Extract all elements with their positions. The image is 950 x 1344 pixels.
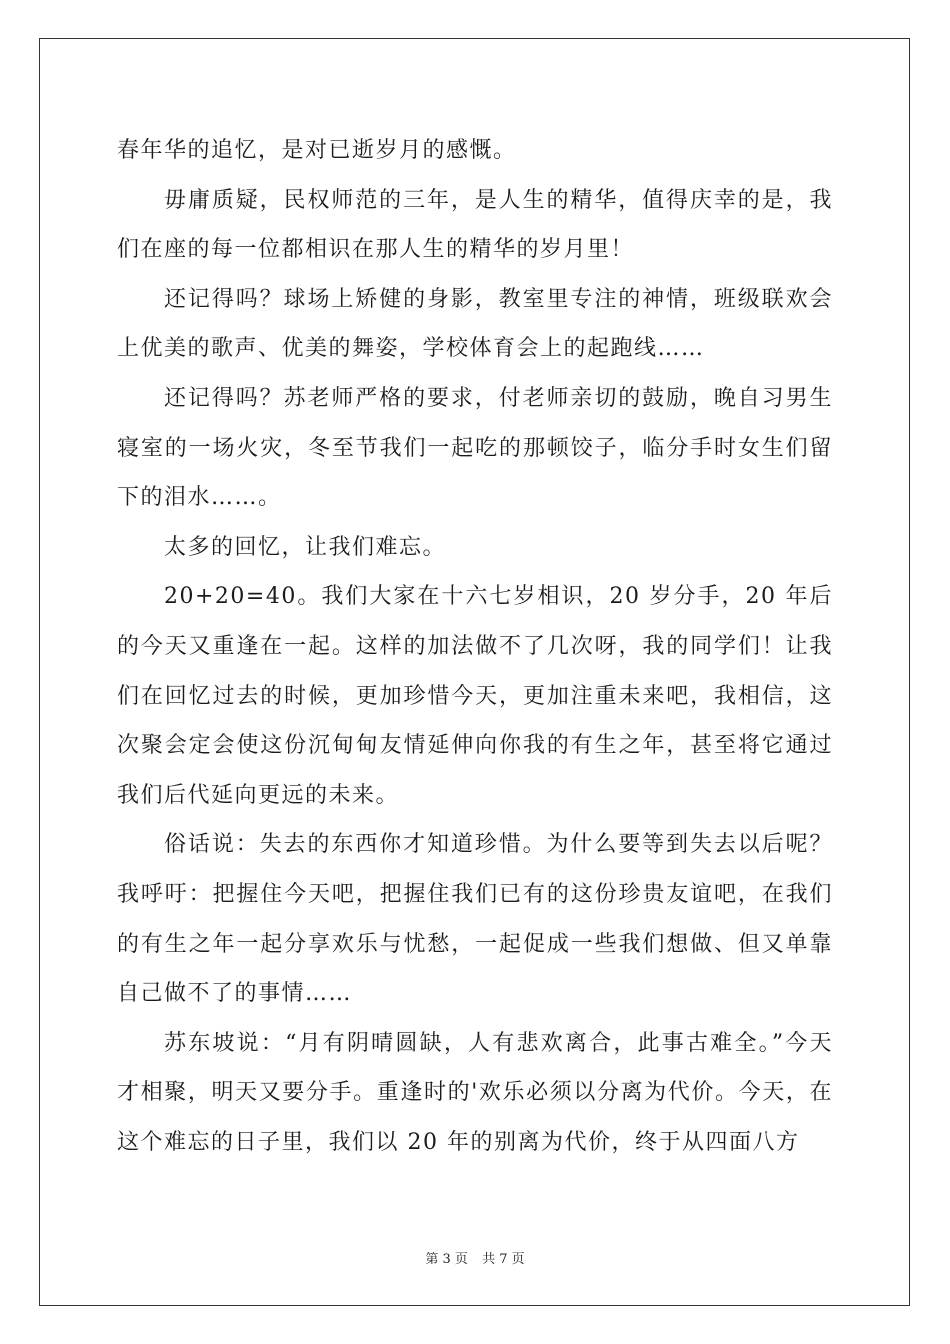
- page-footer: [0, 1248, 950, 1267]
- page-total: 共 7 页: [482, 1252, 525, 1267]
- paragraph-8: 苏东坡说：“月有阴晴圆缺，人有悲欢离合，此事古难全。”今天才相聚，明天又要分手。重逢时的'欢乐必须以分离为代价。今天，在这个难忘的日子里，我们以 20 年的别离为代价，终于从四面八方: [117, 1030, 833, 1155]
- document-body: [117, 126, 833, 1167]
- paragraph-2: 毋庸质疑，民权师范的三年，是人生的精华，值得庆幸的是，我们在座的每一位都相识在那人生的精华的岁月里！: [117, 187, 833, 263]
- paragraph-4: 还记得吗？苏老师严格的要求，付老师亲切的鼓励，晚自习男生寝室的一场火灾，冬至节我们一起吃的那顿饺子，临分手时女生们留下的泪水……。: [117, 385, 833, 511]
- paragraph-7: 俗话说：失去的东西你才知道珍惜。为什么要等到失去以后呢？我呼吁：把握住今天吧，把握住我们已有的这份珍贵友谊吧，在我们的有生之年一起分享欢乐与忧愁，一起促成一些我们想做、但又单靠自己做不了的事情……: [117, 832, 833, 1007]
- paragraph-1: 春年华的追忆，是对已逝岁月的感慨。: [117, 138, 517, 163]
- paragraph-5: 太多的回忆，让我们难忘。: [164, 534, 447, 560]
- paragraph-3: 还记得吗？球场上矫健的身影，教室里专注的神情，班级联欢会上优美的歌声、优美的舞姿，学校体育会上的起跑线……: [117, 286, 833, 362]
- page-number: 第 3 页: [425, 1252, 468, 1267]
- paragraph-6: 20+20=40。我们大家在十六七岁相识，20 岁分手，20 年后的今天又重逢在一起。这样的加法做不了几次呀，我的同学们！让我们在回忆过去的时候，更加珍惜今天，更加注重未来吧，我相信，这次聚会定会使这份沉甸甸友情延伸向你我的有生之年，甚至将它通过我们后代延向更远的未来。: [117, 584, 833, 808]
